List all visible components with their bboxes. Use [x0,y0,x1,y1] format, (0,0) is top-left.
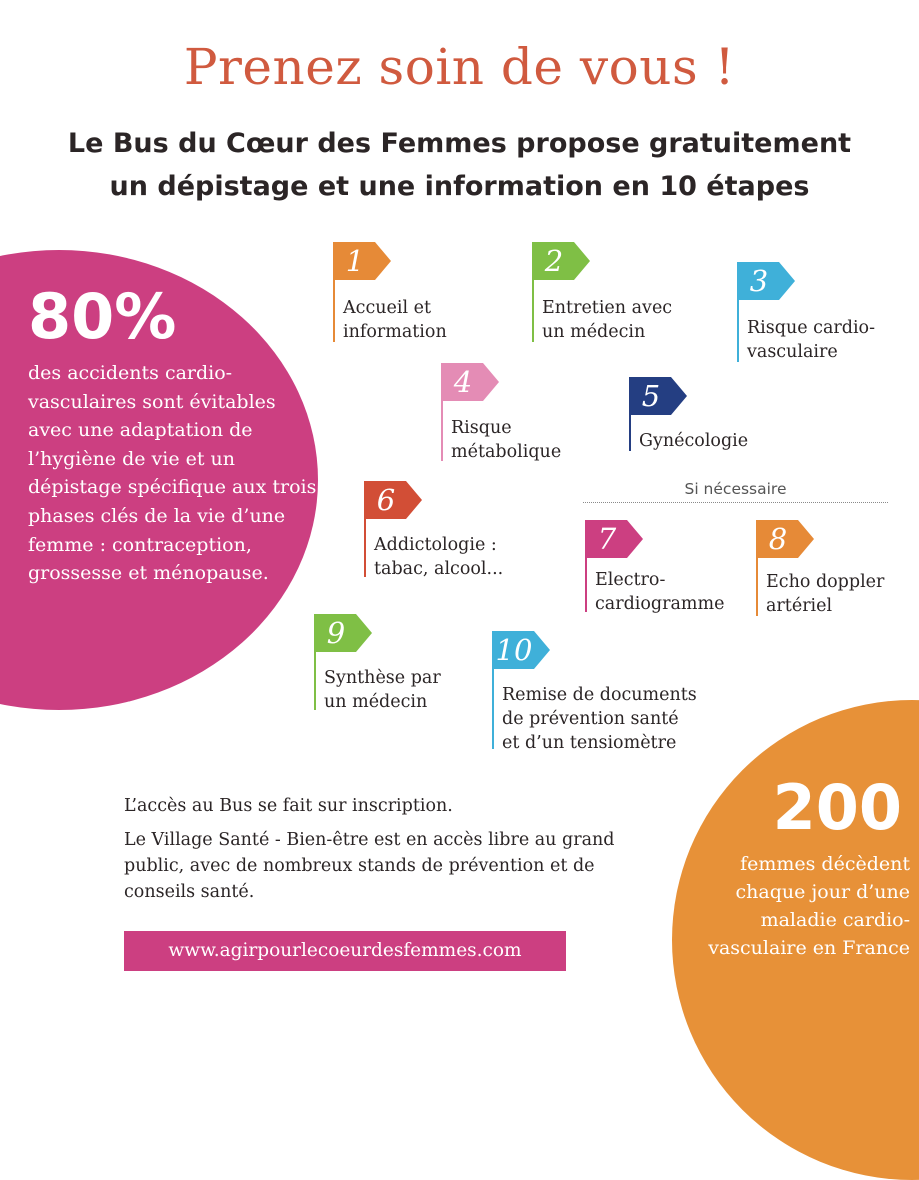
stat-80-percent [28,275,318,588]
flag-icon [532,242,590,280]
step-label: Entretien avec un médecin [542,298,673,342]
step-number: 7 [597,522,617,556]
step-label: Synthèse par un médecin [324,668,441,712]
village-line: Le Village Santé - Bien-être est en accès libre au grand public, avec de nombreux stands de prévention et de conseils santé. [124,830,615,902]
step-number: 5 [641,379,661,413]
flag-icon [756,520,814,558]
step-label: Gynécologie [639,431,749,451]
step-number: 9 [326,616,346,650]
stat-right-value: 200 [772,771,902,844]
step-number: 10 [495,633,533,667]
website-link[interactable]: www.agirpourlecoeurdesfemmes.com [124,931,566,971]
flag-icon [441,363,499,401]
step-label: Echo doppler artériel [766,572,885,616]
flag-icon [333,242,391,280]
step-number: 1 [345,244,365,278]
step-number: 6 [376,483,396,517]
if-needed-label: Si nécessaire [583,480,888,503]
flag-icon [629,377,687,415]
flag-icon [737,262,795,300]
page-subtitle [0,122,919,208]
step-label: Risque cardio- vasculaire [747,318,875,362]
flag-icon [314,614,372,652]
flag-icon [364,481,422,519]
step-number: 2 [544,244,564,278]
step-label: Risque métabolique [451,418,562,462]
stat-left-value: 80% [28,280,177,353]
stat-left-text: des accidents cardio-vasculaires sont évitables avec une adaptation de l’hygiène de vie et un dépistage spécifique aux trois phases clés de la vie d’une femme : contraception, grossesse et ménopause. [28,362,317,585]
step-number: 3 [749,264,769,298]
page-title: Prenez soin de vous ! [183,38,736,96]
flag-icon [492,631,550,669]
step-label: Electro- cardiogramme [595,570,725,614]
access-info [124,793,624,913]
step-number: 8 [768,522,788,556]
stat-200 [700,768,910,962]
step-label: Remise de documents de prévention santé et d’un tensiomètre [502,685,697,753]
step-number: 4 [453,365,473,399]
subtitle-line-1: Le Bus du Cœur des Femmes propose gratuitement [67,128,852,159]
flag-icon [585,520,643,558]
stat-right-text: femmes décèdent chaque jour d’une maladie cardio-vasculaire en France [708,853,910,959]
access-line: L’accès au Bus se fait sur inscription. [124,796,453,816]
subtitle-line-2: un dépistage et une information en 10 étapes [109,171,810,202]
step-label: Addictologie : tabac, alcool... [374,535,504,579]
step-label: Accueil et information [343,298,447,342]
